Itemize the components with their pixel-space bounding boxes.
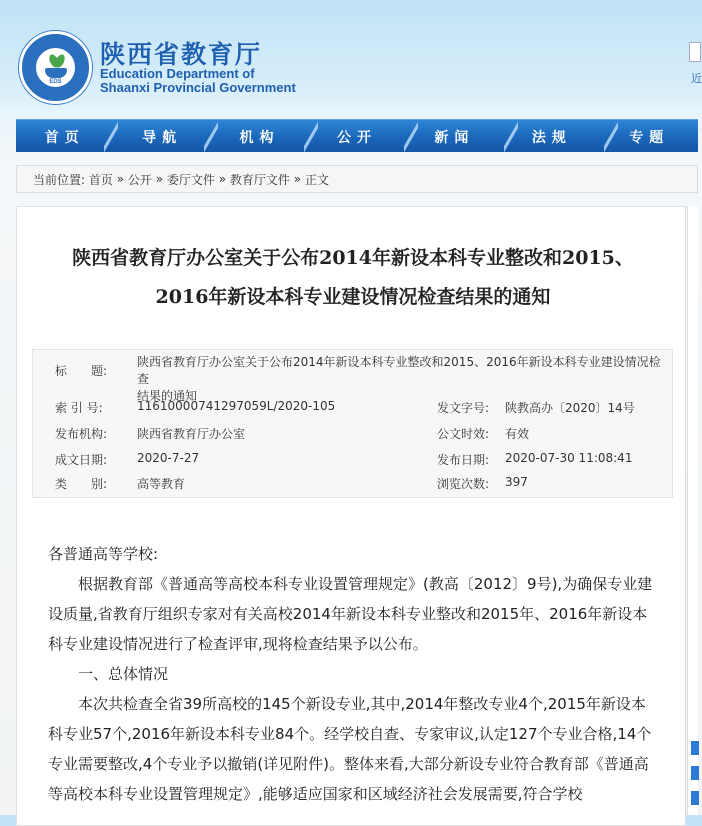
meta-title-value [137,354,667,405]
edge-link[interactable]: 近 [691,72,702,85]
meta-category-value: 高等教育 [137,477,186,491]
section-heading: 一、总体情况 [78,665,169,683]
meta-publish-value: 2020-07-30 11:08:41 [505,451,633,465]
sidebar-edge [687,206,698,815]
meta-title-value-line2: 结果的通知 [137,389,198,403]
salutation: 各普通高等学校: [48,545,159,563]
nav-item-home[interactable]: 首页 [44,129,85,146]
nav-item-topics[interactable]: 专题 [629,129,670,146]
breadcrumb-item-home[interactable]: 首页 [88,172,113,187]
site-title-cn[interactable]: 陕西省教育厅 [100,40,263,69]
breadcrumb-item-committee-docs[interactable]: 委厅文件 [166,172,215,187]
breadcrumb-separator: » [293,172,302,186]
nav-item-public[interactable]: 公开 [336,129,377,146]
breadcrumb-separator: » [155,172,164,186]
document-metadata-table [32,349,673,498]
nav-item-guide[interactable]: 导航 [142,129,183,146]
sidebar-marker[interactable] [691,741,699,755]
meta-publish-label: 发布日期: [437,453,490,467]
meta-issuer-label: 发布机构: [55,427,108,441]
nav-divider [304,120,318,153]
body-paragraph: 本次共检查全省39所高校的145个新设专业,其中,2014年整改专业4个,2015年新设本科专业57个,2016年新设本科专业84个。经学校自查、专家审议,认定127个专业合格,14个专业需要整改,4个专业予以撤销(详见附件)。整体来看,大部分新设专业符合教育部《普通高等高校本科专业设置管理规定》,能够适应国家和区域经济社会发展需要,符合学校 [48,695,652,803]
breadcrumb-item-department-docs[interactable]: 教育厅文件 [229,172,290,187]
meta-views-label: 浏览次数: [437,477,490,491]
article-panel [16,206,686,826]
site-title-en-line2: Shaanxi Provincial Government [100,80,296,95]
breadcrumb-separator: » [116,172,125,186]
article-title-line2: 2016年新设本科专业建设情况检查结果的通知 [155,286,551,308]
breadcrumb-item-public[interactable]: 公开 [127,172,152,187]
meta-views-value: 397 [505,475,528,489]
breadcrumb-item-current: 正文 [304,172,329,187]
nav-divider [404,120,418,153]
breadcrumb-separator: » [218,172,227,186]
nav-item-news[interactable]: 新闻 [434,129,475,146]
meta-index-value: 11610000741297059L/2020-105 [137,399,336,413]
meta-date-value: 2020-7-27 [137,451,200,465]
nav-divider [204,120,218,153]
site-header [0,0,702,116]
body-paragraph: 根据教育部《普通高等高校本科专业设置管理规定》(教高〔2012〕9号),为确保专业建设质量,省教育厅组织专家对有关高校2014年新设本科专业整改和2015年、2016年新设本科专业建设情况进行了检查评审,现将检查结果予以公布。 [48,575,653,653]
book-icon [45,68,67,78]
sidebar-marker[interactable] [691,791,699,805]
article-title-line1: 陕西省教育厅办公室关于公布2014年新设本科专业整改和2015、 [72,247,634,269]
emblem-inner [35,47,76,88]
search-input-edge[interactable] [689,42,701,62]
nav-item-regulations[interactable]: 法规 [531,129,572,146]
article-body [48,539,658,809]
meta-validity-value: 有效 [505,427,530,441]
nav-divider [104,120,118,153]
main-nav [16,119,698,152]
site-emblem-logo[interactable] [19,31,92,104]
breadcrumb-prefix: 当前位置: [33,172,86,187]
nav-divider [604,120,618,153]
sidebar-marker[interactable] [691,766,699,780]
breadcrumb [16,165,698,193]
meta-title-label: 标 题: [55,364,108,378]
meta-docno-label: 发文字号: [437,401,490,415]
meta-docno-value: 陕教高办〔2020〕14号 [505,401,635,415]
meta-date-label: 成文日期: [55,453,108,467]
site-title-en-line1: Education Department of [100,66,255,81]
nav-divider [504,120,518,153]
meta-validity-label: 公文时效: [437,427,490,441]
meta-title-value-line1: 陕西省教育厅办公室关于公布2014年新设本科专业整改和2015、2016年新设本科专业建设情况检查 [137,355,661,386]
meta-category-label: 类 别: [55,477,108,491]
meta-index-label: 索 引 号: [55,401,103,415]
site-title-en [100,67,296,95]
nav-item-organization[interactable]: 机构 [239,129,280,146]
emblem-text: EDS [49,79,62,85]
meta-issuer-value: 陕西省教育厅办公室 [137,427,246,441]
